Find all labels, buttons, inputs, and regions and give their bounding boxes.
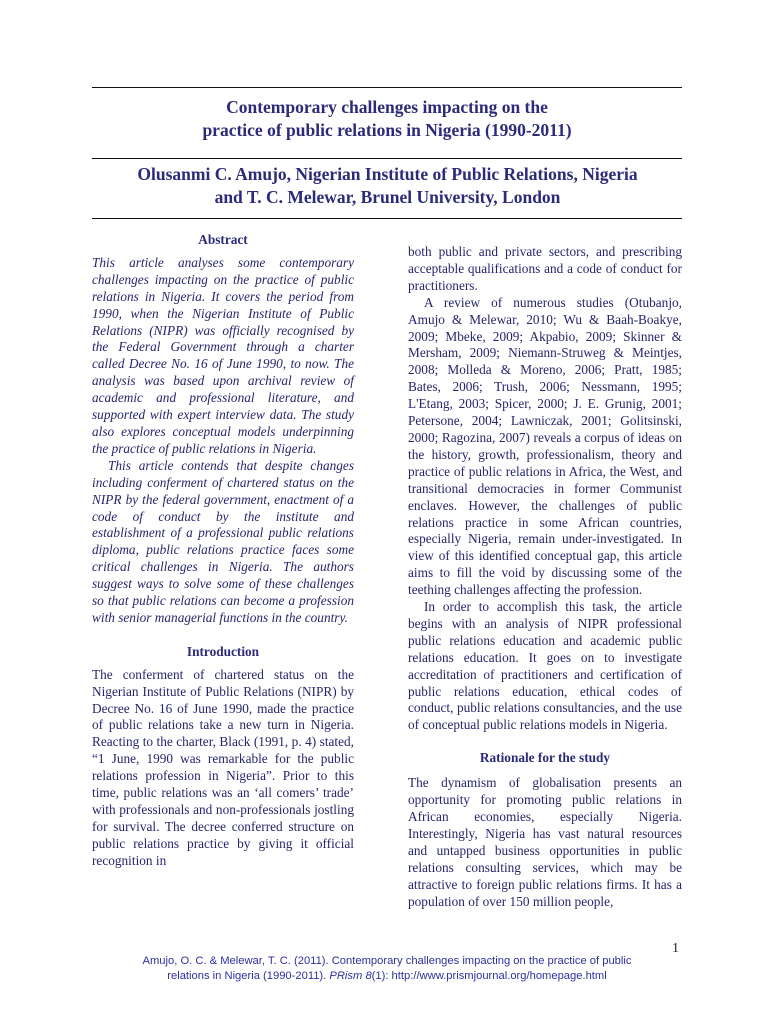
right-paragraph-2: A review of numerous studies (Otubanjo, Amujo & Melewar, 2010; Wu & Baah-Boakye, 2009; Mbeke, 2009; Akpabio, 2009; Skinner & Mersham, 2009; Niemann-Struweg & Meintjes, 2008; Molleda & Moreno, 2006; Pratt, 1985; Bates, 2006; Trush, 2006; Nessmann, 1995; L'Etang, 2003; Spicer, 2000; J. E. Grunig, 2001; Petersone, 2004; Lawniczak, 2001; Golitsinski, 2000; Ragozina, 2007) reveals a corpus of ideas on the history, growth, professionalism, theory and practice of public relations in Africa, the West, and transitional democracies in former Communist enclaves. However, the challenges of public relations practice in some African countries, especially Nigeria, remain under-investigated. In view of this identified conceptual gap, this article aims to fill the void by discussing some of the teething challenges affecting the profession.	[408, 294, 682, 598]
citation-footer	[92, 954, 682, 984]
title-line-2: practice of public relations in Nigeria (1990-2011)	[202, 120, 572, 140]
authors-rule	[92, 218, 682, 219]
authors-line-1: Olusanmi C. Amujo, Nigerian Institute of Public Relations, Nigeria	[137, 164, 638, 184]
right-paragraph-3: In order to accomplish this task, the article begins with an analysis of NIPR professional public relations education and academic public relations education. It goes on to investigate accreditation of practitioners and certification of public relations education, ethical codes of conduct, public relations consultancies, and the use of conceptual public relations models in Nigeria.	[408, 599, 682, 733]
abstract-heading: Abstract	[198, 232, 248, 247]
abstract-paragraph-1: This article analyses some contemporary challenges impacting on the practice of public relations in Nigeria. It covers the period from 1990, when the Nigerian Institute of Public Relations (NIPR) was officially recognised by the Federal Government through a charter called Decree No. 16 of June 1990, to now. The analysis was based upon archival review of academic and professional literature, and supported with expert interview data. The study also explores conceptual models underpinning the practice of public relations in Nigeria.	[92, 254, 354, 456]
article-title	[92, 96, 682, 142]
rationale-heading: Rationale for the study	[479, 750, 611, 766]
authors-line-2: and T. C. Melewar, Brunel University, London	[214, 187, 561, 207]
abstract-paragraph-2: This article contends that despite changes including conferment of chartered status on the NIPR by the federal government, enactment of a code of conduct by the institute and establishment of a professional public relations diploma, public relations practice faces some critical challenges in Nigeria. The authors suggest ways to solve some of these challenges so that public relations can become a profession with senior managerial functions in the country.	[92, 457, 354, 625]
footer-line-2	[92, 969, 682, 984]
authors	[100, 163, 675, 209]
introduction-heading: Introduction	[186, 643, 260, 659]
footer-line-1: Amujo, O. C. & Melewar, T. C. (2011). Contemporary challenges impacting on the practice of public	[142, 955, 632, 967]
right-column	[408, 244, 682, 910]
footer-journal-name: PRism 8	[329, 970, 372, 982]
page-number: 1	[672, 941, 679, 956]
right-paragraph-1: both public and private sectors, and prescribing acceptable qualifications and a code of conduct for practitioners.	[408, 244, 682, 293]
introduction-paragraph-1: The conferment of chartered status on the Nigerian Institute of Public Relations (NIPR) by Decree No. 16 of June 1990, made the practice of public relations take a new turn in Nigeria. Reacting to the charter, Black (1991, p. 4) stated, “1 June, 1990 was remarkable for the public relations profession in Nigeria”. Prior to this time, public relations was an ‘all comers’ trade’ with professionals and non-professionals jostling for survival. The decree conferred structure on public relations practice by giving it official recognition in	[92, 666, 354, 868]
top-rule	[92, 87, 682, 88]
title-rule	[92, 158, 682, 159]
footer-citation-text: relations in Nigeria (1990-2011).	[167, 970, 327, 982]
title-line-1: Contemporary challenges impacting on the	[226, 97, 548, 117]
footer-journal-link[interactable]: (1): http://www.prismjournal.org/homepage.html	[371, 970, 607, 982]
left-column	[92, 232, 354, 870]
right-paragraph-4: The dynamism of globalisation presents an opportunity for promoting public relations in African economies, especially Nigeria. Interestingly, Nigeria has vast natural resources and untapped business opportunities in public relations consulting services, which may be attractive to foreign public relations firms. It has a population of over 150 million people,	[408, 775, 682, 909]
